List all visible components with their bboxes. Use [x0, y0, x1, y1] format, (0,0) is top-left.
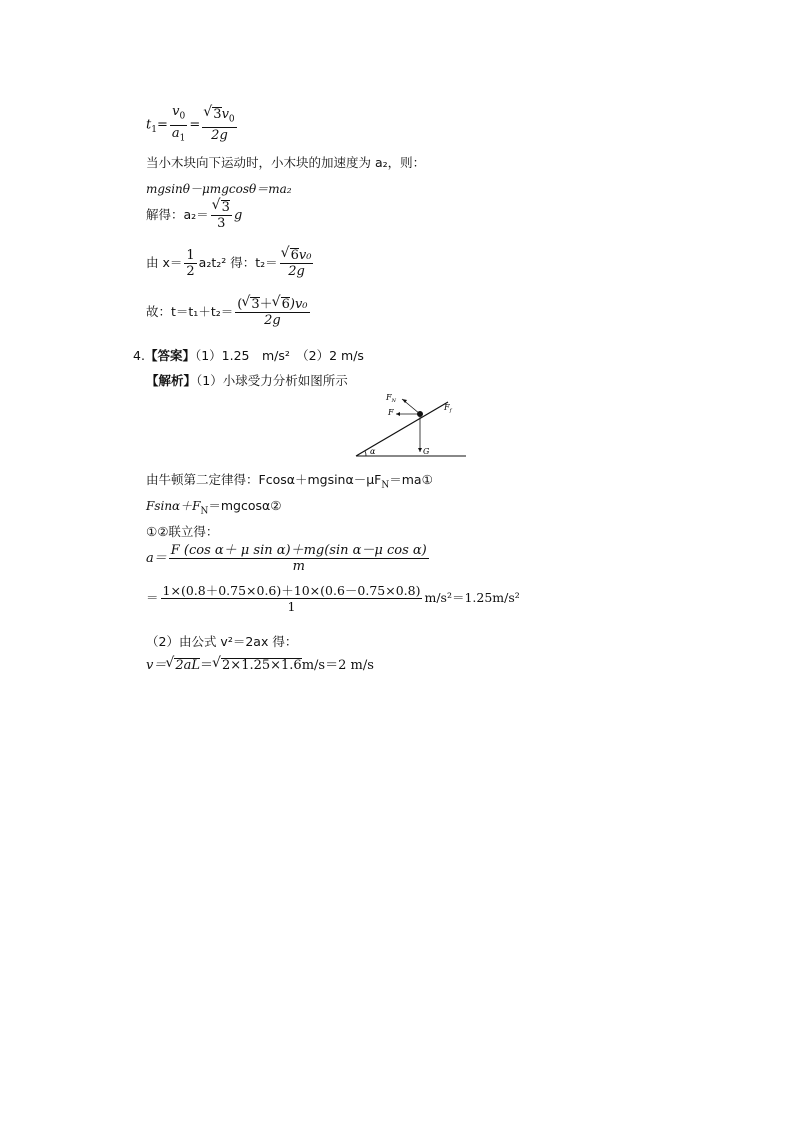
newton-equation: 由牛顿第二定律得：$Fcos\alpha+mgsin\alpha-\mu F_N=ma①$: [146, 472, 433, 491]
velocity-equation: v＝√ 2aL＝√ 2×1.25×1.6m/s＝2 m/s: [146, 658, 374, 674]
acceleration-formula: a＝ $\frac{\text{F (cos α＋ μ sin α)＋mg(sin α－μ cos α)}}{m}$: [146, 543, 427, 574]
label-ff: $F_f$: [444, 403, 452, 414]
fraction-root3-over-3: √ $\frac{3}{3}$: [211, 200, 232, 231]
normal-equation: $Fsin\alpha+F_N=mgcos\alpha ②$: [146, 498, 282, 517]
label-fn: $F_N$: [386, 393, 396, 404]
answer-text: （1）1.25 m/s² （2）2 m/s: [194, 348, 364, 363]
alpha-arc: [365, 451, 366, 456]
fraction-v0-a1: $\frac{v_0}{a_1}$: [171, 104, 186, 144]
part2-text: （2）由公式 v²＝2ax 得：: [146, 634, 298, 649]
fraction-calculation: $\frac{1\times(0.8+0.75\times 0.6)+10\times(0.6-0.75\times 0.8)}{1}$: [162, 583, 421, 614]
label-f: F: [388, 408, 394, 417]
answer-tag: 【答案】: [144, 348, 195, 363]
fraction-total-time: $\frac{\text{(√ 3＋√ 6)v₀}}{2g}$: [235, 297, 309, 328]
motion-equation: mgsinθ－μmgcosθ＝ma₂: [146, 182, 292, 196]
question-number: 4.: [133, 348, 145, 363]
displacement-equation: 由 x＝ $\frac{1}{2}$ a₂t₂² 得：t₂＝ √ $\frac{\text{6v₀}}{2g}$: [146, 248, 315, 279]
fraction-acceleration: $\frac{\text{F (cos α＋ μ sin α)＋mg(sin α－μ cos α)}}{m}$: [170, 543, 427, 574]
combine-text: ①②联立得：: [146, 524, 219, 539]
downward-motion-text: 当小木块向下运动时，小木块的加速度为 a₂，则：: [146, 155, 426, 170]
label-g: G: [423, 447, 430, 456]
acceleration-calculation: ＝ $\frac{1\times(0.8+0.75\times 0.6)+10\times(0.6-0.75\times 0.8)}{1}$ m/s²＝1.25m/s²: [146, 583, 520, 614]
analysis-text: （1）小球受力分析如图所示: [196, 373, 348, 388]
label-alpha: α: [370, 447, 376, 456]
analysis-tag: 【解析】: [146, 373, 197, 388]
solve-a2: 解得：a₂＝ √ $\frac{3}{3}$ g: [146, 200, 242, 231]
fraction-one-half: $\frac{1}{2}$: [186, 248, 195, 279]
total-time-equation: 故：t＝t₁＋t₂＝ $\frac{\text{(√ 3＋√ 6)v₀}}{2g}$: [146, 297, 312, 328]
fraction-root3-v0-2g: √ $\frac{3v_0}{2g}$: [202, 107, 236, 144]
t1-equation: $t_1=$ $\frac{v_0}{a_1}$ = √ $\frac{3v_0}{2g}$: [146, 104, 239, 146]
t1-symbol: t: [146, 117, 152, 133]
fraction-root6-v0-2g: √ $\frac{\text{6v₀}}{2g}$: [280, 248, 314, 279]
force-diagram: [350, 390, 470, 462]
q4-analysis-line: [146, 373, 348, 389]
q4-answer-line: [133, 348, 364, 364]
